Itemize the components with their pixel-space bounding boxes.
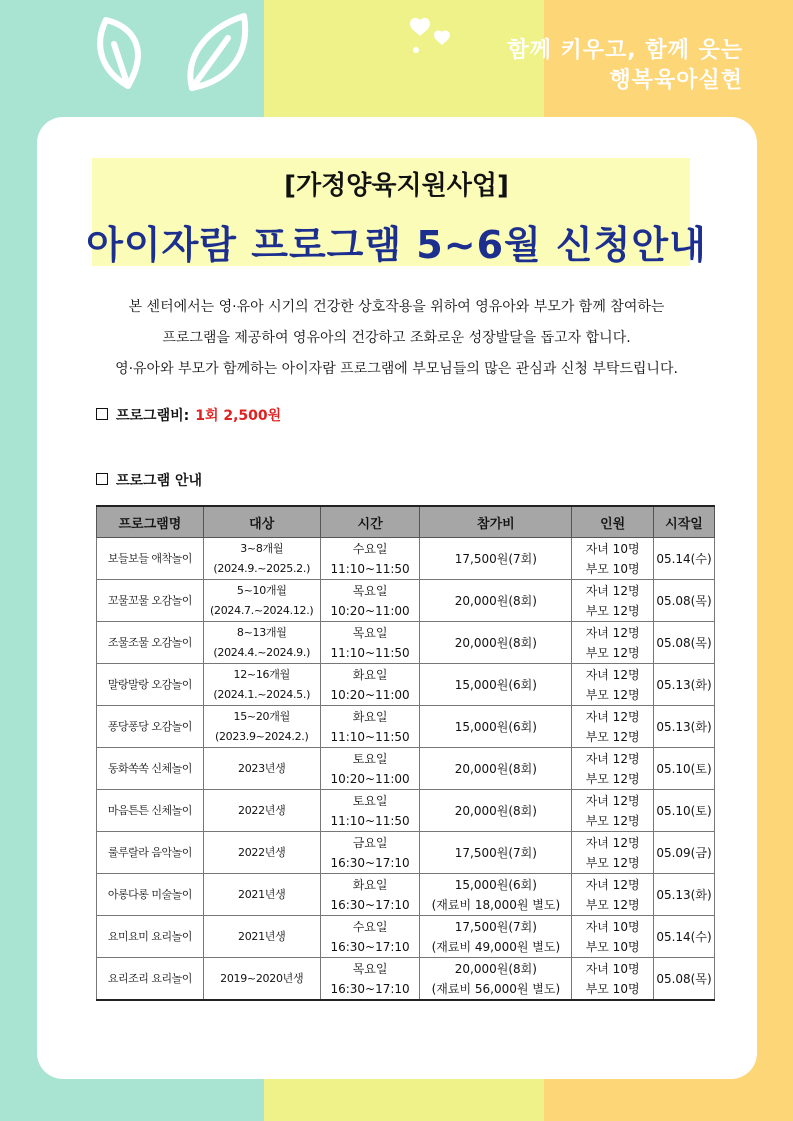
start-date-cell-text: 05.13(화) [656,719,712,734]
time-cell [320,706,420,748]
fee-cell [420,832,572,874]
header-fee: 참가비 [420,506,572,538]
time-cell-text: 16:30~17:10 [330,855,410,870]
capacity-cell [572,538,654,580]
start-date-cell-text: 05.13(화) [656,887,712,902]
program-name-cell-text: 요리조리 요리놀이 [107,971,192,985]
time-cell-text: 16:30~17:10 [330,939,410,954]
table-body [97,538,715,1001]
time-cell [320,916,420,958]
capacity-cell-text: 자녀 12명 [585,583,640,598]
capacity-cell [572,874,654,916]
time-cell-text: 16:30~17:10 [330,897,410,912]
target-cell-text: 12~16개월 [233,667,290,681]
table-row [97,790,715,832]
time-cell-text: 화요일 [352,709,388,724]
fee-cell [420,916,572,958]
slogan-line-1: 함께 키우고, 함께 웃는 [507,38,743,63]
fee-cell-text: 15,000원(6회) [454,877,537,892]
leaf-icon [88,8,258,92]
target-cell [203,748,320,790]
capacity-cell-text: 자녀 12명 [585,709,640,724]
fee-cell-text: (재료비 18,000원 별도) [431,897,561,912]
program-name-cell-text: 말랑말랑 오감놀이 [107,677,192,691]
capacity-cell [572,958,654,1001]
time-cell-text: 목요일 [352,583,388,598]
intro-paragraph [60,292,733,385]
time-cell [320,874,420,916]
start-date-cell-text: 05.08(목) [656,971,712,986]
start-date-cell [653,538,714,580]
program-name-cell [97,622,204,664]
fee-cell [420,748,572,790]
capacity-cell [572,748,654,790]
program-name-cell [97,664,204,706]
table-row [97,580,715,622]
start-date-cell-text: 05.08(목) [656,593,712,608]
target-cell [203,916,320,958]
capacity-cell [572,916,654,958]
target-cell-text: 2023년생 [238,761,286,775]
time-cell [320,622,420,664]
fee-cell-text: 20,000원(8회) [454,635,537,650]
target-cell-text: 3~8개월 [240,541,284,555]
target-cell-text: 15~20개월 [233,709,290,723]
capacity-cell-text: 자녀 12명 [585,793,640,808]
time-cell-text: 토요일 [352,751,388,766]
capacity-cell-text: 자녀 10명 [585,541,640,556]
program-name-cell [97,874,204,916]
fee-cell-text: 17,500원(7회) [454,919,537,934]
capacity-cell-text: 자녀 12명 [585,751,640,766]
target-cell-text: (2024.9.~2025.2.) [213,561,311,575]
program-name-cell [97,706,204,748]
start-date-cell-text: 05.13(화) [656,677,712,692]
target-cell [203,874,320,916]
start-date-cell [653,622,714,664]
table-row [97,874,715,916]
target-cell [203,622,320,664]
fee-cell [420,538,572,580]
guide-section [96,470,202,490]
time-cell-text: 화요일 [352,877,388,892]
fee-cell [420,664,572,706]
time-cell [320,958,420,1001]
capacity-cell [572,580,654,622]
time-cell-text: 10:20~11:00 [330,603,410,618]
intro-line-1: 본 센터에서는 영·유아 시기의 건강한 상호작용을 위하여 영유아와 부모가 함께 참여하는 [128,299,665,315]
capacity-cell-text: 부모 12명 [585,603,640,618]
table-row [97,664,715,706]
fee-cell [420,874,572,916]
target-cell-text: 2019~2020년생 [220,971,304,985]
table-row [97,706,715,748]
start-date-cell [653,664,714,706]
table-row [97,538,715,580]
start-date-cell [653,916,714,958]
capacity-cell [572,664,654,706]
program-name-cell-text: 조물조물 오감놀이 [107,635,192,649]
target-cell [203,832,320,874]
capacity-cell-text: 부모 12명 [585,813,640,828]
capacity-cell-text: 부모 12명 [585,645,640,660]
table-row [97,916,715,958]
time-cell [320,790,420,832]
time-cell-text: 11:10~11:50 [330,645,410,660]
fee-cell-text: 20,000원(8회) [454,593,537,608]
fee-section [96,405,281,425]
program-name-cell-text: 룰루랄라 음악놀이 [107,845,192,859]
program-name-cell [97,958,204,1001]
capacity-cell-text: 부모 12명 [585,687,640,702]
capacity-cell-text: 부모 12명 [585,729,640,744]
program-name-cell-text: 보들보들 애착놀이 [107,551,192,565]
fee-cell [420,622,572,664]
capacity-cell-text: 부모 10명 [585,981,640,996]
capacity-cell-text: 자녀 10명 [585,961,640,976]
capacity-cell-text: 자녀 12명 [585,625,640,640]
time-cell-text: 목요일 [352,961,388,976]
time-cell-text: 10:20~11:00 [330,771,410,786]
fee-cell-text: 20,000원(8회) [454,803,537,818]
capacity-cell-text: 자녀 12명 [585,877,640,892]
target-cell-text: (2024.7.~2024.12.) [210,603,314,617]
target-cell-text: 5~10개월 [236,583,287,597]
start-date-cell-text: 05.09(금) [656,845,712,860]
target-cell [203,580,320,622]
table-row [97,958,715,1001]
target-cell-text: (2023.9~2024.2.) [214,729,309,743]
table-row [97,748,715,790]
capacity-cell [572,832,654,874]
target-cell [203,790,320,832]
target-cell-text: (2024.4.~2024.9.) [213,645,311,659]
start-date-cell [653,790,714,832]
capacity-cell-text: 부모 12명 [585,855,640,870]
empty-square-icon [96,473,108,485]
fee-value: 1회 2,500원 [195,408,282,424]
target-cell [203,958,320,1001]
target-cell-text: 8~13개월 [236,625,287,639]
fee-cell-text: (재료비 56,000원 별도) [431,981,561,996]
program-name-cell-text: 마음튼튼 신체놀이 [107,803,192,817]
capacity-cell-text: 부모 12명 [585,897,640,912]
table-row [97,622,715,664]
fee-cell-text: 17,500원(7회) [454,551,537,566]
time-cell-text: 11:10~11:50 [330,561,410,576]
time-cell-text: 화요일 [352,667,388,682]
table-header-row [97,506,715,538]
start-date-cell-text: 05.08(목) [656,635,712,650]
capacity-cell-text: 자녀 10명 [585,919,640,934]
program-name-cell-text: 꼬물꼬물 오감놀이 [107,593,192,607]
start-date-cell-text: 05.10(토) [656,803,712,818]
time-cell-text: 16:30~17:10 [330,981,410,996]
header-target: 대상 [203,506,320,538]
target-cell [203,538,320,580]
time-cell-text: 11:10~11:50 [330,729,410,744]
empty-square-icon [96,408,108,420]
program-name-cell [97,580,204,622]
target-cell-text: 2022년생 [238,803,286,817]
start-date-cell [653,874,714,916]
time-cell [320,832,420,874]
header-start-date: 시작일 [653,506,714,538]
time-cell-text: 토요일 [352,793,388,808]
intro-line-2: 프로그램을 제공하여 영유아의 건강하고 조화로운 성장발달을 돕고자 합니다. [162,330,631,346]
fee-cell-text: 15,000원(6회) [454,677,537,692]
start-date-cell [653,580,714,622]
start-date-cell [653,706,714,748]
start-date-cell [653,832,714,874]
guide-label: 프로그램 안내 [116,473,203,489]
capacity-cell [572,706,654,748]
capacity-cell [572,790,654,832]
program-name-cell-text: 요미요미 요리놀이 [107,929,192,943]
fee-label: 프로그램비: [116,408,190,424]
intro-line-3: 영·유아와 부모가 함께하는 아이자람 프로그램에 부모님들의 많은 관심과 신청 부탁드립니다. [115,361,678,377]
time-cell-text: 금요일 [352,835,388,850]
header-program-name: 프로그램명 [97,506,204,538]
capacity-cell-text: 부모 10명 [585,939,640,954]
program-name-cell [97,790,204,832]
table-row [97,832,715,874]
program-name-cell [97,748,204,790]
time-cell-text: 10:20~11:00 [330,687,410,702]
target-cell [203,664,320,706]
fee-cell [420,580,572,622]
target-cell-text: (2024.1.~2024.5.) [213,687,311,701]
time-cell-text: 목요일 [352,625,388,640]
capacity-cell [572,622,654,664]
start-date-cell-text: 05.10(토) [656,761,712,776]
start-date-cell-text: 05.14(수) [656,929,712,944]
slogan-line-2: 행복육아실현 [609,68,743,93]
fee-cell-text: 17,500원(7회) [454,845,537,860]
program-name-cell-text: 퐁당퐁당 오감놀이 [107,719,192,733]
target-cell-text: 2021년생 [238,887,286,901]
fee-cell [420,790,572,832]
time-cell [320,580,420,622]
start-date-cell [653,748,714,790]
header-time: 시간 [320,506,420,538]
start-date-cell-text: 05.14(수) [656,551,712,566]
time-cell-text: 11:10~11:50 [330,813,410,828]
program-name-cell [97,832,204,874]
fee-cell-text: 20,000원(8회) [454,761,537,776]
target-cell-text: 2021년생 [238,929,286,943]
capacity-cell-text: 부모 10명 [585,561,640,576]
capacity-cell-text: 부모 12명 [585,771,640,786]
program-name-cell-text: 아롱다롱 미술놀이 [107,887,192,901]
target-cell [203,706,320,748]
time-cell [320,664,420,706]
time-cell [320,748,420,790]
fee-cell [420,706,572,748]
capacity-cell-text: 자녀 12명 [585,667,640,682]
page-title: 아이자람 프로그램 5~6월 신청안내 [86,223,707,267]
time-cell [320,538,420,580]
heart-icon [408,16,458,60]
header-capacity: 인원 [572,506,654,538]
program-table [96,505,715,1001]
slogan [507,36,743,96]
target-cell-text: 2022년생 [238,845,286,859]
program-name-cell [97,916,204,958]
fee-cell-text: (재료비 49,000원 별도) [431,939,561,954]
start-date-cell [653,958,714,1001]
program-name-cell [97,538,204,580]
time-cell-text: 수요일 [352,919,388,934]
fee-cell [420,958,572,1001]
page-subtitle: [가정양육지원사업] [284,171,509,201]
fee-cell-text: 15,000원(6회) [454,719,537,734]
fee-cell-text: 20,000원(8회) [454,961,537,976]
time-cell-text: 수요일 [352,541,388,556]
capacity-cell-text: 자녀 12명 [585,835,640,850]
program-name-cell-text: 동화쏙쏙 신체놀이 [107,761,192,775]
